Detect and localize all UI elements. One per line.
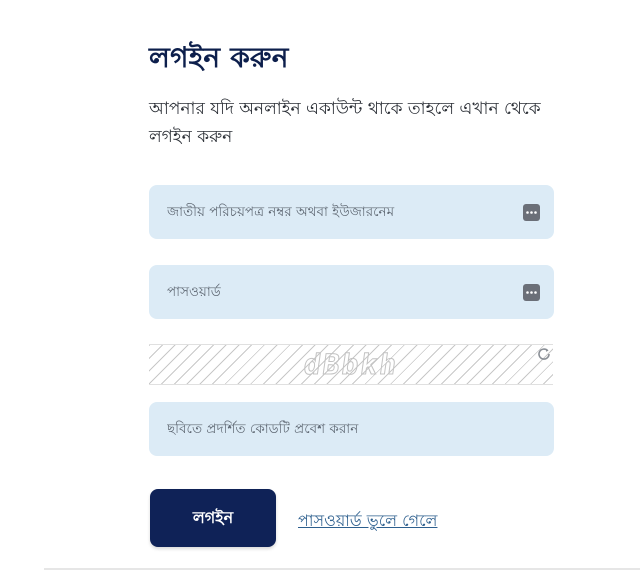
password-dots-icon[interactable] [523, 284, 540, 301]
password-field[interactable] [149, 265, 554, 319]
password-dots-icon[interactable] [523, 204, 540, 221]
forgot-password-link[interactable]: পাসওয়ার্ড ভুলে গেলে [298, 511, 438, 530]
refresh-icon[interactable] [536, 346, 552, 362]
captcha-image [149, 344, 553, 385]
username-input[interactable] [165, 203, 509, 221]
login-instructions: আপনার যদি অনলাইন একাউন্ট থাকে তাহলে এখান থেকে লগইন করুন [149, 99, 541, 147]
login-button[interactable]: লগইন [150, 489, 276, 547]
captcha-code-input[interactable] [165, 420, 509, 438]
page-title: লগইন করুন [149, 41, 289, 74]
password-input[interactable] [165, 283, 509, 301]
username-field[interactable] [149, 185, 554, 239]
captcha-code-field[interactable] [149, 402, 554, 456]
captcha-text: dBbkh [301, 348, 401, 381]
